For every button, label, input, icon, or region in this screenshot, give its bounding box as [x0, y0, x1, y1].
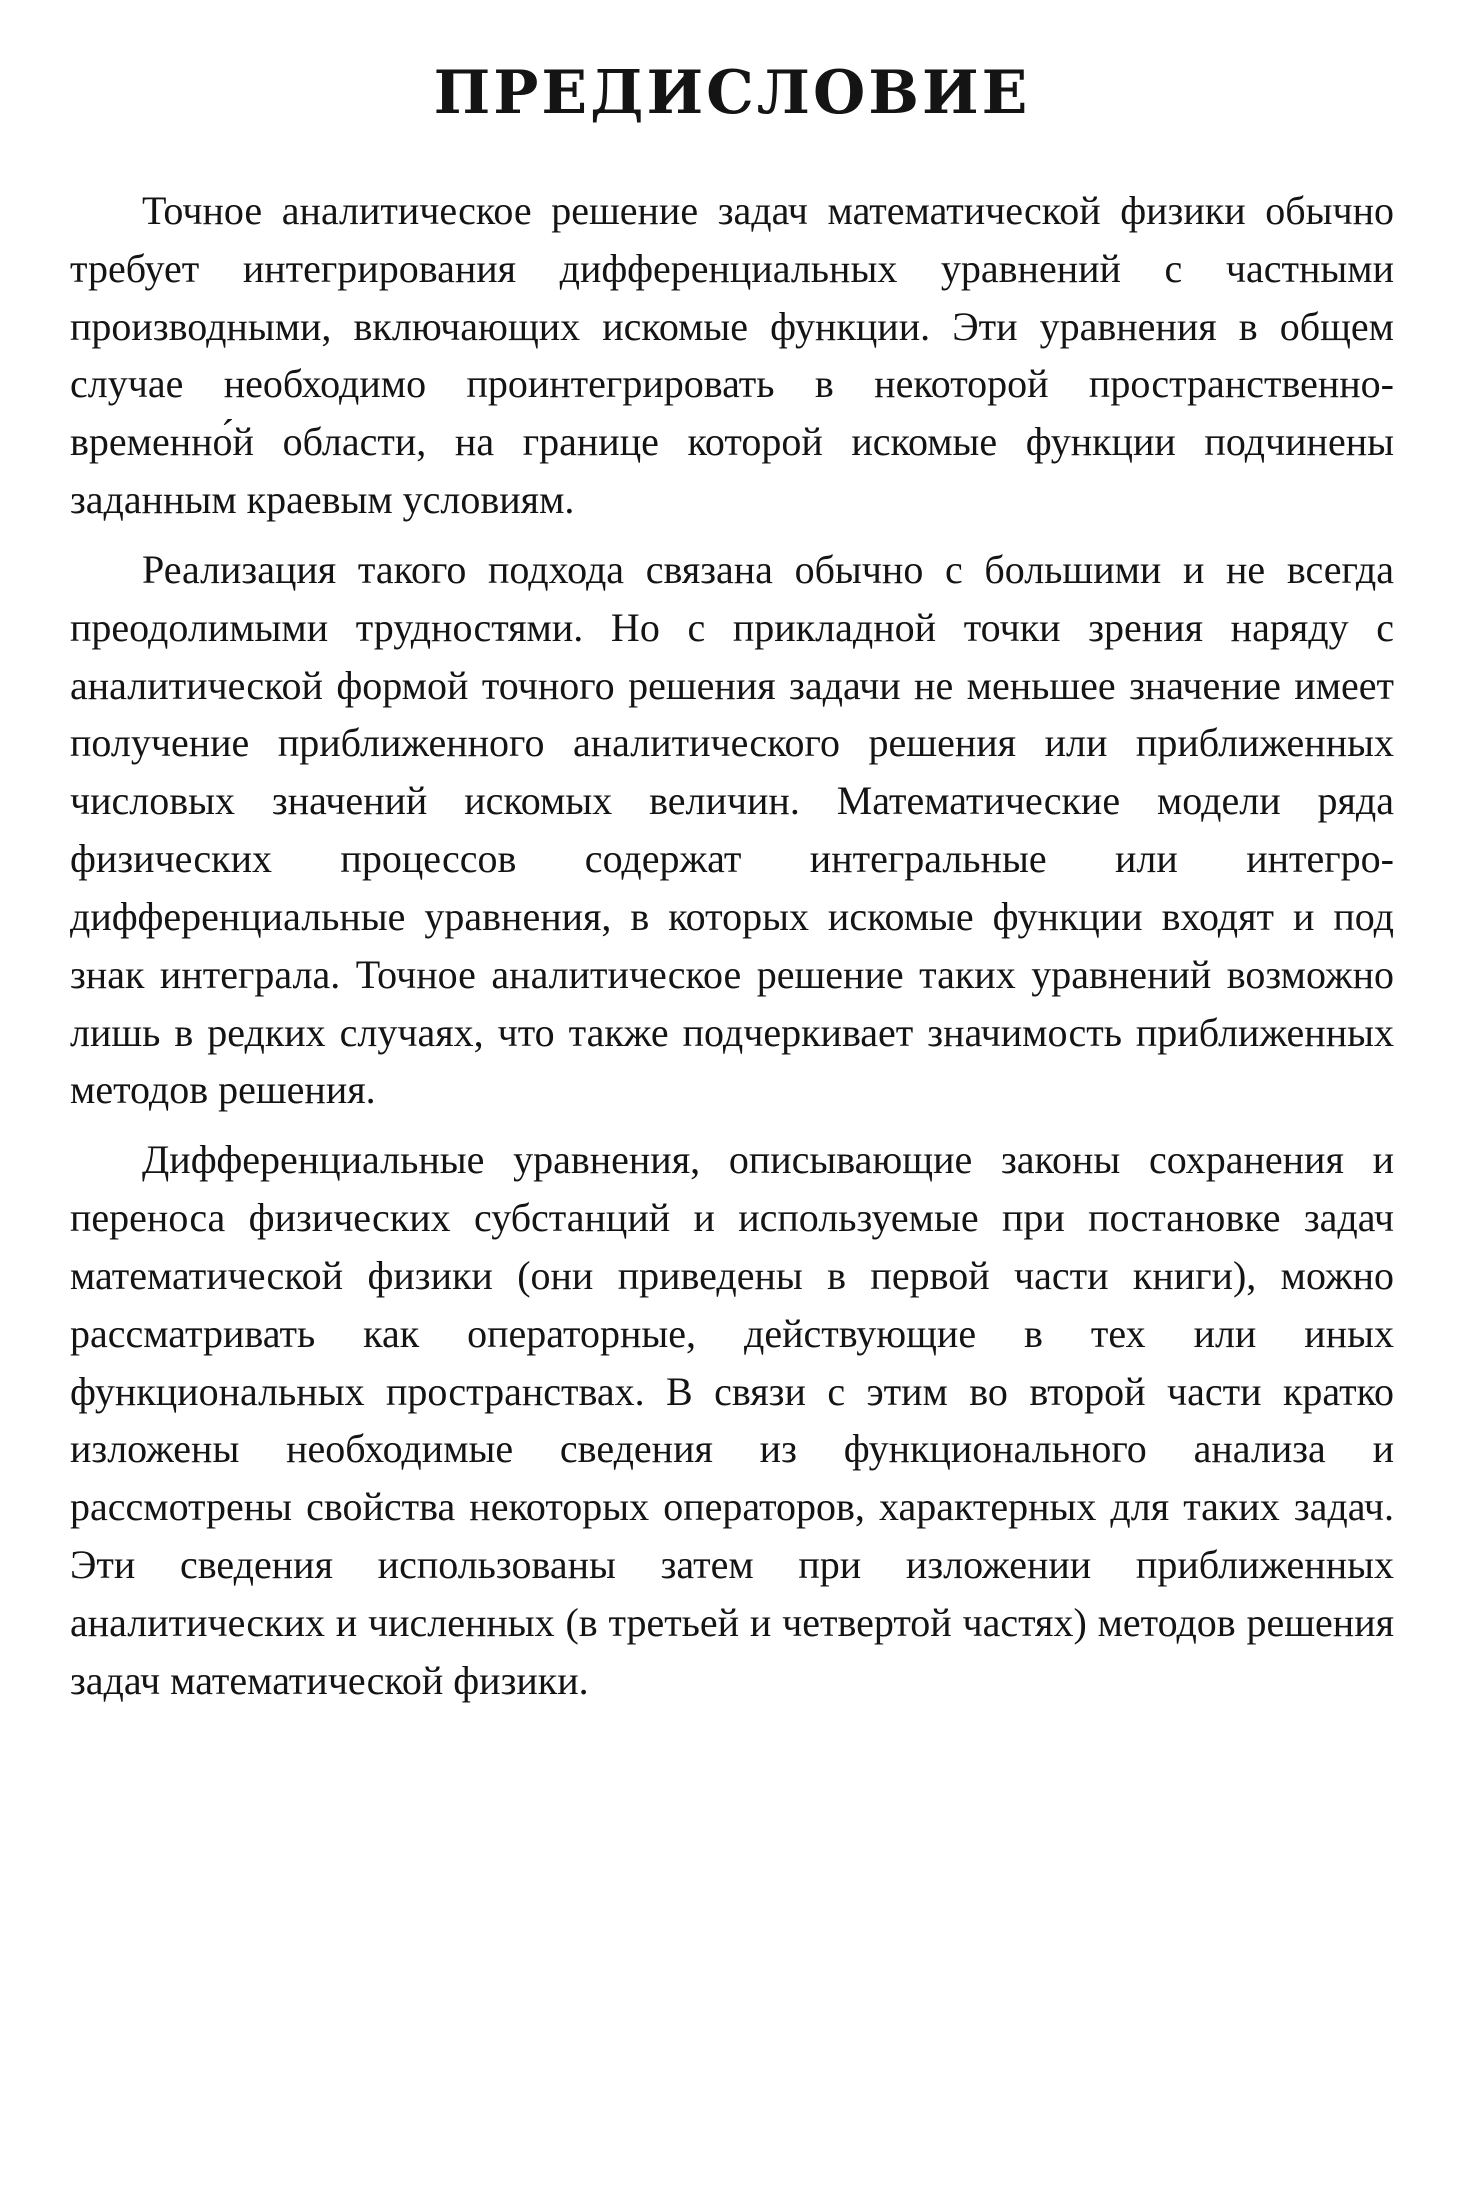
document-page [70, 60, 1394, 1722]
paragraph-1: Точное аналитическое решение задач математической физики обычно требует интегрирования дифференциальных уравнений с частными производными, включающих искомые функции. Эти уравнения в общем случае необходимо проинтегрировать в некоторой пространственно-временно́й области, на границе которой искомые функции подчинены заданным краевым условиям. [70, 188, 1394, 523]
paragraph-2: Реализация такого подхода связана обычно с большими и не всегда преодолимыми трудностями. Но с прикладной точки зрения наряду с аналитической формой точного решения задачи не меньшее значение имеет получение приближенного аналитического решения или приближенных числовых значений искомых величин. Математические модели ряда физических процессов содержат интегральные или интегро-дифференциальные уравнения, в которых искомые функции входят и под знак интеграла. Точное аналитическое решение таких уравнений возможно лишь в редких случаях, что также подчеркивает значимость приближенных методов решения. [70, 546, 1394, 1113]
paragraph-3: Дифференциальные уравнения, описывающие законы сохранения и переноса физических субстанций и используемые при постановке задач математической физики (они приведены в первой части книги), можно рассматривать как операторные, действующие в тех или иных функциональных пространствах. В связи с этим во второй части кратко изложены необходимые сведения из функционального анализа и рассмотрены свойства некоторых операторов, характерных для таких задач. Эти сведения использованы затем при изложении приближенных аналитических и численных (в третьей и четвертой частях) методов решения задач математической физики. [70, 1137, 1394, 1703]
page-title: ПРЕДИСЛОВИЕ [433, 58, 1031, 128]
